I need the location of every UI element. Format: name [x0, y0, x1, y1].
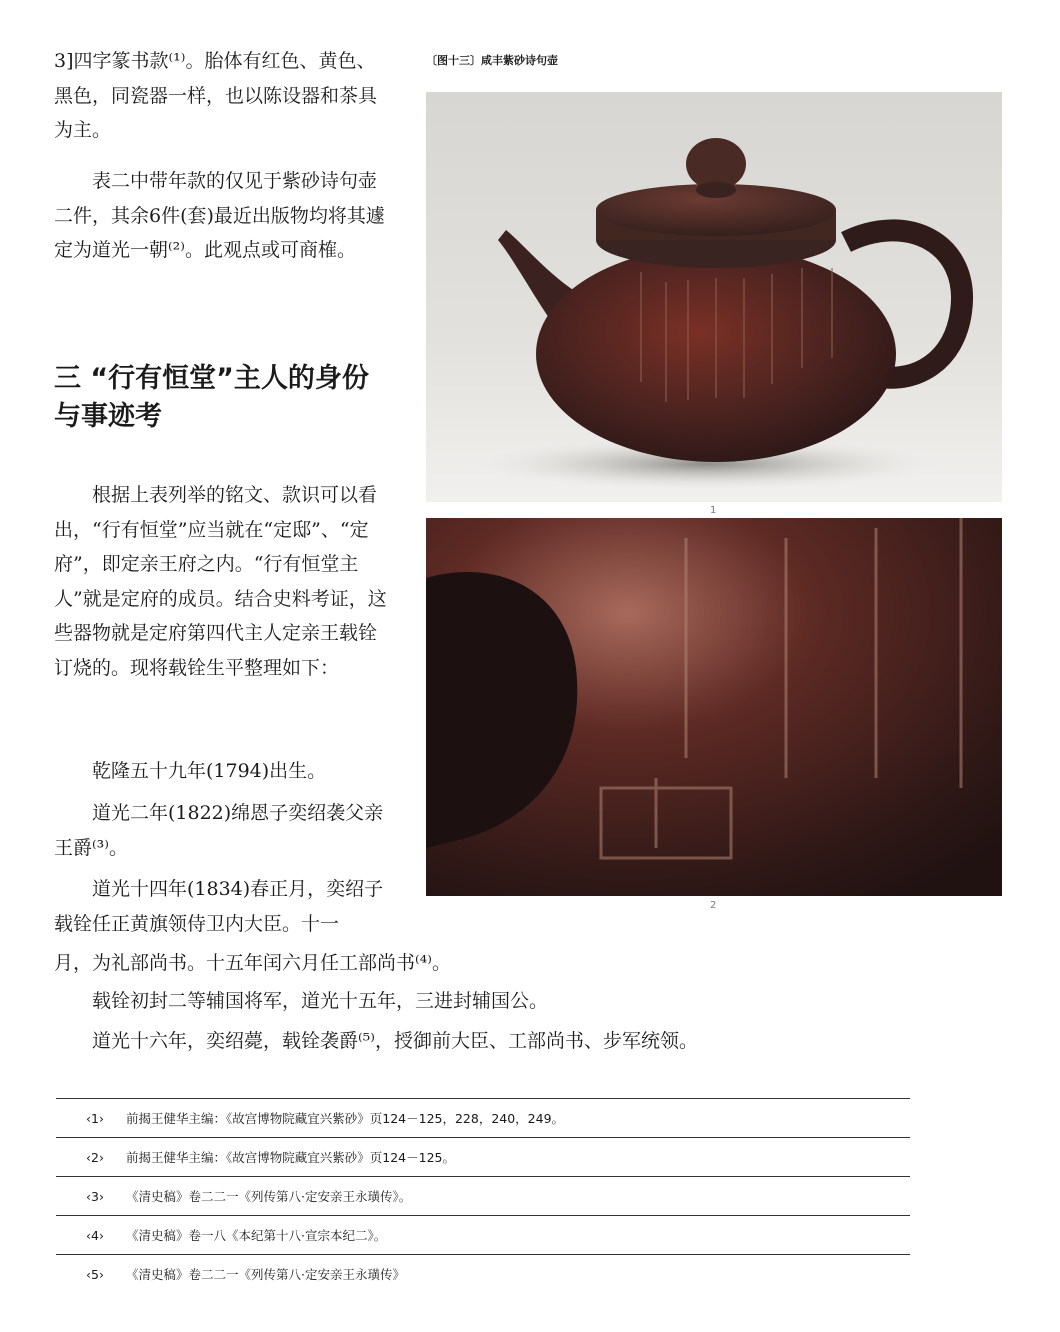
teapot-detail-photo: [426, 518, 1002, 896]
footnote-4: [56, 1216, 910, 1255]
footnote-text: 《清史稿》卷二二一《列传第八·定安亲王永璜传》: [126, 1267, 405, 1282]
paragraph-1: 3]四字篆书款⁽¹⁾。胎体有红色、黄色、黑色，同瓷器一样，也以陈设器和茶具为主。: [54, 50, 378, 141]
footnote-number: ‹5›: [86, 1266, 104, 1282]
footnote-number: ‹3›: [86, 1188, 104, 1204]
footnote-text: 《清史稿》卷二二一《列传第八·定安亲王永璜传》。: [126, 1189, 412, 1204]
paragraph-2: 表二中带年款的仅见于紫砂诗句壶二件，其余6件(套)最近出版物均将其遽定为道光一朝⁽²⁾。此观点或可商榷。: [54, 170, 385, 261]
paragraph-8: 道光十六年，奕绍薨，载铨袭爵⁽⁵⁾，授御前大臣、工部尚书、步军统领。: [92, 1030, 698, 1052]
photo-number-1: 1: [710, 505, 717, 516]
paragraph-6a: 道光十四年(1834)春正月，奕绍子载铨任正黄旗领侍卫内大臣。十一: [54, 878, 384, 935]
photo-number-2: 2: [710, 900, 717, 911]
figure-caption: 〔图十三〕咸丰紫砂诗句壶: [426, 54, 558, 67]
footnote-5: [56, 1255, 910, 1293]
footnote-text: 前揭王健华主编：《故宫博物院藏宜兴紫砂》页124－125，228，240，249。: [126, 1111, 565, 1126]
footnote-number: ‹4›: [86, 1227, 104, 1243]
footnotes: [56, 1098, 910, 1293]
paragraph-7: 载铨初封二等辅国将军，道光十五年，三进封辅国公。: [92, 990, 549, 1012]
footnote-number: ‹2›: [86, 1149, 104, 1165]
teapot-photo: [426, 92, 1002, 502]
section-heading: 三 “行有恒堂”主人的身份与事迹考: [54, 363, 369, 432]
paragraph-5: 道光二年(1822)绵恩子奕绍袭父亲王爵⁽³⁾。: [54, 802, 384, 859]
paragraph-4: 乾隆五十九年(1794)出生。: [92, 760, 327, 782]
paragraph-6b: 月，为礼部尚书。十五年闰六月任工部尚书⁽⁴⁾。: [54, 952, 451, 974]
footnote-number: ‹1›: [86, 1110, 104, 1126]
paragraph-3: 根据上表列举的铭文、款识可以看出，“行有恒堂”应当就在“定邸”、“定府”，即定亲王府之内。“行有恒堂主人”就是定府的成员。结合史料考证，这些器物就是定府第四代主人定亲王载铨订烧的。现将载铨生平整理如下：: [54, 484, 387, 679]
footnote-3: [56, 1177, 910, 1216]
footnote-1: [56, 1099, 910, 1138]
footnote-2: [56, 1138, 910, 1177]
footnote-text: 《清史稿》卷一八《本纪第十八·宣宗本纪二》。: [126, 1228, 387, 1243]
footnote-text: 前揭王健华主编：《故宫博物院藏宜兴紫砂》页124－125。: [126, 1150, 455, 1165]
